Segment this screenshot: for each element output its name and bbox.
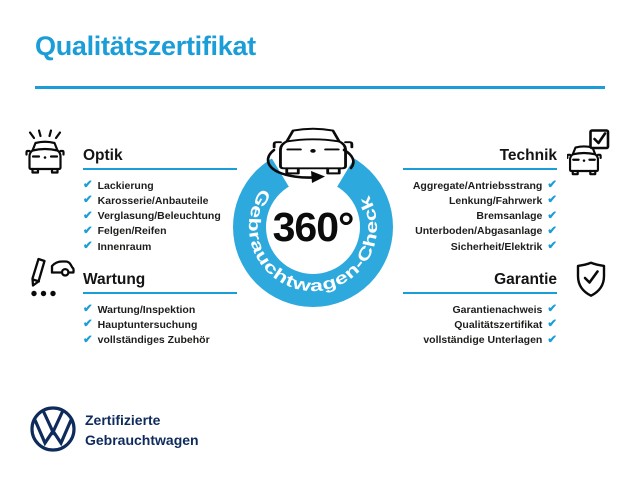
check-icon: ✔ xyxy=(83,303,93,316)
checklist-item-label: vollständige Unterlagen xyxy=(423,334,543,347)
checklist-item-label: Karosserie/Anbauteile xyxy=(97,195,209,208)
degrees-label: 360° xyxy=(272,204,354,250)
car-checkbox-icon xyxy=(567,129,610,176)
section-garantie-list xyxy=(403,302,557,348)
brand-line-2: Gebrauchtwagen xyxy=(85,431,199,448)
checklist-item xyxy=(403,239,557,254)
section-wartung xyxy=(83,271,237,348)
checklist-item-label: Innenraum xyxy=(97,240,152,253)
check-icon: ✔ xyxy=(547,224,557,237)
check-icon: ✔ xyxy=(547,179,557,192)
checklist-item xyxy=(83,333,237,348)
check-icon: ✔ xyxy=(547,318,557,331)
check-icon: ✔ xyxy=(547,209,557,222)
section-optik-list xyxy=(83,178,237,254)
section-optik-title: Optik xyxy=(83,147,123,164)
check-icon: ✔ xyxy=(83,209,93,222)
checklist-item-label: Wartung/Inspektion xyxy=(97,303,196,316)
section-optik-divider xyxy=(83,168,237,170)
car-shine-icon xyxy=(25,129,65,175)
check-icon: ✔ xyxy=(83,224,93,237)
page-title: Qualitätszertifikat xyxy=(35,31,256,61)
vw-logo xyxy=(29,405,77,453)
check-icon: ✔ xyxy=(547,239,557,252)
checklist-item xyxy=(403,317,557,332)
checklist-item xyxy=(83,224,237,239)
check-icon: ✔ xyxy=(547,194,557,207)
header-divider xyxy=(35,86,605,89)
brand-text xyxy=(85,411,199,450)
checklist-item xyxy=(403,178,557,193)
checklist-item xyxy=(403,193,557,208)
section-technik-list xyxy=(403,178,557,254)
checklist-item xyxy=(83,317,237,332)
checklist-item-label: Felgen/Reifen xyxy=(97,225,167,238)
section-wartung-divider xyxy=(83,292,237,294)
section-technik xyxy=(403,147,557,254)
checklist-item-label: Qualitätszertifikat xyxy=(454,319,543,332)
checklist-item-label: Unterboden/Abgasanlage xyxy=(415,225,543,238)
checklist-item-label: Lenkung/Fahrwerk xyxy=(449,195,543,208)
service-checklist-icon xyxy=(26,257,76,299)
check-icon: ✔ xyxy=(547,333,557,346)
section-technik-divider xyxy=(403,168,557,170)
checklist-item xyxy=(83,209,237,224)
checklist-item-label: Verglasung/Beleuchtung xyxy=(97,210,221,223)
section-wartung-list xyxy=(83,302,237,348)
section-garantie-divider xyxy=(403,292,557,294)
ring-label: Gebrauchtwagen-Check xyxy=(244,185,382,296)
section-optik xyxy=(83,147,237,254)
checklist-item xyxy=(403,302,557,317)
check-icon: ✔ xyxy=(547,303,557,316)
checklist-item-label: Aggregate/Antriebsstrang xyxy=(412,179,543,192)
check-icon: ✔ xyxy=(83,239,93,252)
checklist-item-label: vollständiges Zubehör xyxy=(97,334,210,347)
section-technik-title: Technik xyxy=(499,147,557,164)
checklist-item-label: Hauptuntersuchung xyxy=(97,319,198,332)
checklist-item xyxy=(83,239,237,254)
checklist-item-label: Bremsanlage xyxy=(476,210,543,223)
section-garantie xyxy=(403,271,557,348)
check-icon: ✔ xyxy=(83,179,93,192)
check-icon: ✔ xyxy=(83,318,93,331)
checklist-item xyxy=(403,209,557,224)
checklist-item xyxy=(403,224,557,239)
check-icon: ✔ xyxy=(83,333,93,346)
checklist-item xyxy=(83,193,237,208)
checklist-item-label: Sicherheit/Elektrik xyxy=(450,240,543,253)
checklist-item-label: Lackierung xyxy=(97,179,154,192)
check-icon: ✔ xyxy=(83,194,93,207)
checklist-item xyxy=(83,302,237,317)
checklist-item-label: Garantienachweis xyxy=(452,303,543,316)
brand-line-1: Zertifizierte xyxy=(85,412,161,428)
shield-check-icon xyxy=(576,261,606,298)
section-wartung-title: Wartung xyxy=(83,271,146,288)
section-garantie-title: Garantie xyxy=(494,271,557,288)
checklist-item xyxy=(83,178,237,193)
checklist-item xyxy=(403,333,557,348)
